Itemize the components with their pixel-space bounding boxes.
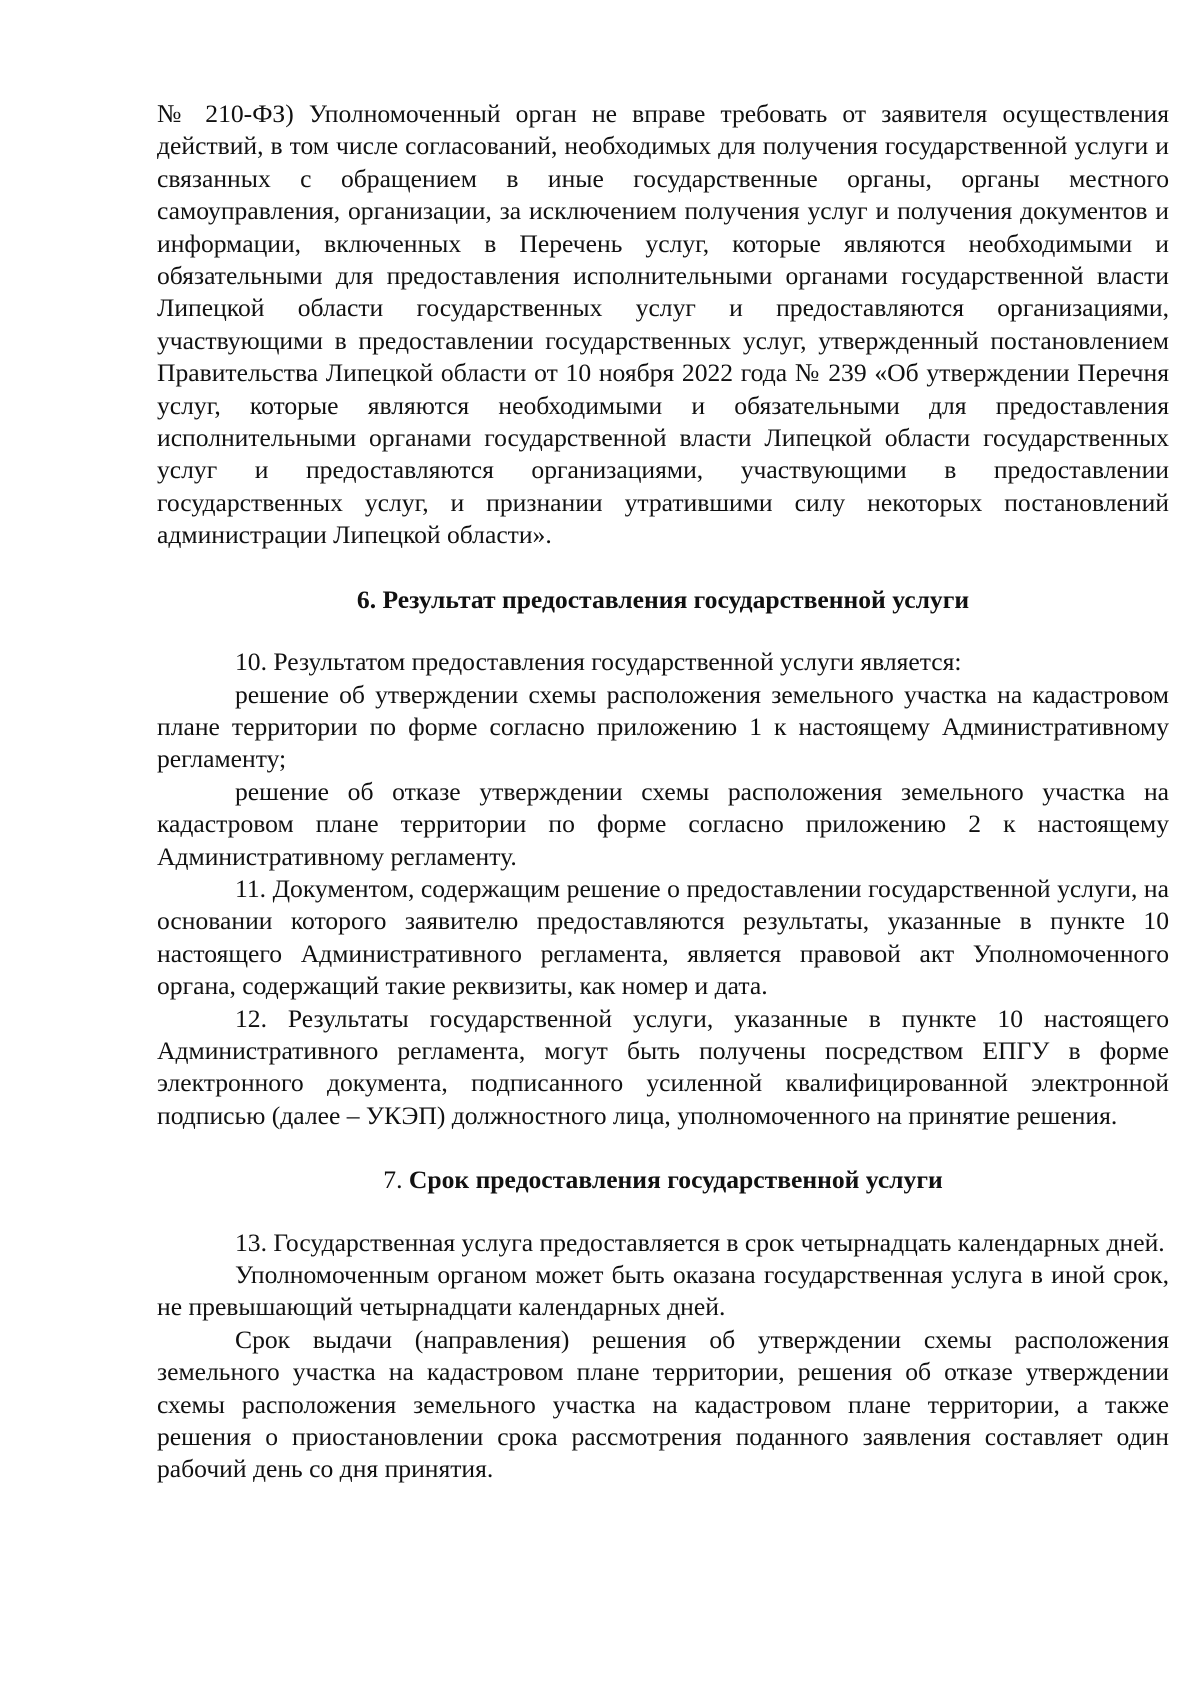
paragraph-13: 13. Государственная услуга предоставляется в срок четырнадцать календарных дней. <box>235 1227 1165 1257</box>
result-item-approval: решение об утверждении схемы расположения земельного участка на кадастровом плане территории по форме согласно приложению 1 к настоящему Административному регламенту; <box>157 679 1169 774</box>
intro-paragraph: № 210-ФЗ) Уполномоченный орган не вправе требовать от заявителя осуществления действий, в том числе согласований, необходимых для получения государственной услуги и связанных с обращением в иные государственные органы, органы местного самоуправления, организации, за исключением получения услуг и получения документов и информации, включенных в Перечень услуг, которые являются необходимыми и обязательными для предоставления исполнительными органами государственной власти Липецкой области государственных услуг и предоставляются организациями, участвующими в предоставлении государственных услуг, утвержденный постановлением Правительства Липецкой области от 10 ноября 2022 года № 239 «Об утверждении Перечня услуг, которые являются необходимыми и обязательными для предоставления исполнительными органами государственной власти Липецкой области государственных услуг и предоставляются организациями, участвующими в предоставлении государственных услуг, и признании утратившими силу некоторых постановлений администрации Липецкой области». <box>157 99 1169 550</box>
section-7-heading-number: 7. <box>383 1165 403 1195</box>
paragraph-10: 10. Результатом предоставления государственной услуги является: <box>235 647 962 677</box>
section-7-heading-text: Срок предоставления государственной услуги <box>408 1165 943 1195</box>
paragraph-other-term: Уполномоченным органом может быть оказана государственная услуга в иной срок, не превышающий четырнадцати календарных дней. <box>157 1260 1169 1322</box>
section-6-heading: 6. Результат предоставления государственной услуги <box>356 584 970 614</box>
section-7-heading <box>157 1164 1169 1196</box>
result-item-refusal: решение об отказе утверждении схемы расположения земельного участка на кадастровом плане территории по форме согласно приложению 2 к настоящему Административному регламенту. <box>157 776 1169 871</box>
paragraph-issuance-term: Срок выдачи (направления) решения об утверждении схемы расположения земельного участка на кадастровом плане территории, решения об отказе утверждении схемы расположения земельного участка на кадастровом плане территории, а также решения о приостановлении срока рассмотрения поданного заявления составляет один рабочий день со дня принятия. <box>157 1324 1169 1484</box>
paragraph-12: 12. Результаты государственной услуги, указанные в пункте 10 настоящего Административного регламента, могут быть получены посредством ЕПГУ в форме электронного документа, подписанного усиленной квалифицированной электронной подписью (далее – УКЭП) должностного лица, уполномоченного на принятие решения. <box>157 1003 1169 1130</box>
document-page <box>157 98 1169 1486</box>
paragraph-11: 11. Документом, содержащим решение о предоставлении государственной услуги, на основании которого заявителю предоставляются результаты, указанные в пункте 10 настоящего Административного регламента, является правовой акт Уполномоченного органа, содержащий такие реквизиты, как номер и дата. <box>157 873 1169 1001</box>
